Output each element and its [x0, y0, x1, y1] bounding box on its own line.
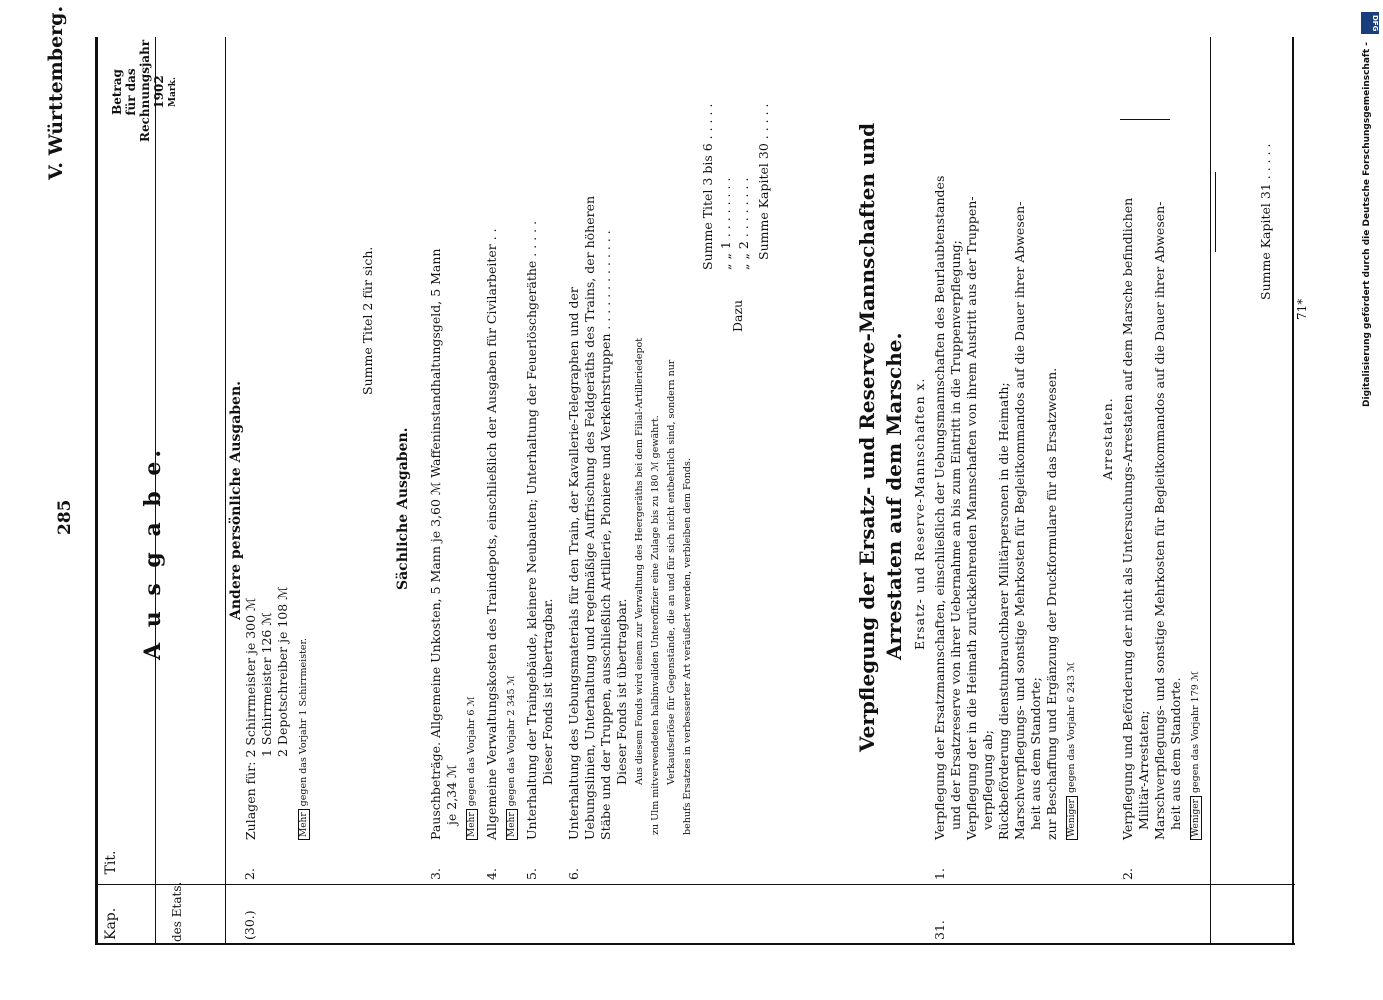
sum-line: Summe Kapitel 30 . . . . .	[756, 103, 771, 260]
text-line: Marschverpflegungs- und sonstige Mehrkosten für Begleitkommandos auf die Dauer ihrer Abwesen-	[1012, 201, 1027, 840]
digitization-sidebar	[1361, 12, 1379, 988]
sum-line: „ „ 2 . . . . . . . .	[736, 177, 751, 270]
text-line: Militär-Arrestaten;	[1136, 710, 1151, 830]
text-line: Verpflegung der Ersatzmannschaften, einschließlich der Uebungsmannschaften des Beurlaubtenstandes	[932, 175, 947, 840]
chapter-heading: Arrestaten auf dem Marsche.	[882, 332, 906, 660]
mehr-box: Mehr	[466, 809, 478, 840]
state-header: V. Württemberg.	[45, 5, 67, 180]
note-line: Mehr gegen das Vorjahr 2 345 ℳ	[504, 675, 520, 840]
dazu-label: Dazu	[730, 299, 745, 332]
text-line: Dieser Fonds ist übertragbar.	[540, 598, 555, 785]
section-title: A u s g a b e.	[140, 445, 166, 660]
text-line: je 2,34 ℳ	[444, 764, 459, 825]
tit-number: 1.	[932, 868, 947, 880]
bracket-rule	[1120, 119, 1170, 120]
tit-number: 6.	[566, 868, 581, 880]
table-top-rule	[95, 37, 98, 945]
header-des-etats: des Etats.	[170, 881, 184, 942]
sum-line: „ „ 1 . . . . . . . .	[718, 177, 733, 270]
weniger-box: Weniger	[1190, 796, 1202, 840]
weniger-box: Weniger	[1066, 796, 1078, 840]
text-line: Uebungslinien, Unterhaltung und regelmäßige Auffrischung des Feldgeräths des Trains, der höheren	[582, 195, 597, 840]
tit-column-rule	[225, 37, 226, 945]
subheading-saechliche: Sächliche Ausgaben.	[395, 427, 411, 590]
chapter-heading: Verpflegung der Ersatz- und Reserve-Mannschaften und	[855, 122, 879, 752]
text-line: heit aus dem Standorte;	[1028, 677, 1043, 830]
text-line: Dieser Fonds ist übertragbar.	[614, 598, 629, 785]
text-line: Aus diesem Fonds wird einem zur Verwaltung des Heergeräths bei dem Filial-Artilleriedepot	[634, 337, 645, 785]
footnote-mark: 71*	[1295, 298, 1309, 320]
subheading-arrestaten: Arrestaten.	[1100, 397, 1115, 480]
text-line: Rückbeförderung dienstunbrauchbarer Militärpersonen in die Heimath;	[996, 382, 1011, 840]
text-line: Verkaufserlöse für Gegenstände, die an und für sich nicht entbehrlich sind, sondern nur	[666, 359, 677, 785]
mehr-box: Mehr	[298, 809, 310, 840]
mehr-box: Mehr	[506, 809, 518, 840]
kap-number: (30.)	[242, 910, 257, 940]
text-line: Zulagen für: 2 Schirrmeister je 300 ℳ	[243, 597, 258, 840]
note-line: Weniger gegen das Vorjahr 6 243 ℳ	[1064, 662, 1080, 840]
digitization-note: Digitalisierung gefördert durch die Deutsche Forschungsgemeinschaft -	[1362, 42, 1372, 407]
left-rule	[95, 943, 1295, 945]
text-line: 1 Schirrmeister 126 ℳ	[259, 612, 274, 757]
text-line: Marschverpflegungs- und sonstige Mehrkosten für Begleitkommandos auf die Dauer ihrer Abwesen-	[1152, 201, 1167, 840]
sum-line: Summe Kapitel 31 . . . . .	[1258, 143, 1273, 300]
tit-number: 4.	[484, 868, 499, 880]
kap-number: 31.	[932, 920, 947, 940]
right-frame-rule	[1292, 37, 1294, 945]
sum-line: Summe Titel 2 für sich.	[360, 246, 375, 395]
text-line: 2 Depotschreiber je 108 ℳ	[275, 586, 290, 757]
sum-rule	[1215, 172, 1216, 252]
text-line: zu Ulm mitverwendeten halbinvaliden Unteroffizier eine Zulage bis zu 180 ℳ gewährt.	[650, 415, 661, 835]
subheading-andere: Andere persönliche Ausgaben.	[228, 380, 244, 620]
text-line: Allgemeine Verwaltungskosten des Traindepots, einschließlich der Ausgaben für Civilarbeiter . .	[484, 228, 499, 840]
sum-line: Summe Titel 3 bis 6 . . . . .	[700, 103, 715, 270]
note-line: Mehr gegen das Vorjahr 1 Schirrmeister.	[296, 638, 312, 840]
amount-column-rule	[1210, 37, 1211, 945]
tit-number: 3.	[428, 868, 443, 880]
note-line: Weniger gegen das Vorjahr 179 ℳ	[1188, 671, 1204, 840]
kap-column-rule	[95, 884, 1295, 885]
header-tit: Tit.	[103, 850, 119, 875]
text-line: Pauschbeträge. Allgemeine Unkosten, 5 Mann je 3,60 ℳ Waffeninstandhaltungsgeld, 5 Mann	[428, 248, 443, 840]
text-line: Unterhaltung der Traingebäude, kleinere Neubauten; Unterhaltung der Feuerlöschgeräthe . . . . .	[524, 220, 539, 840]
dfg-logo: DFG	[1361, 12, 1379, 34]
tit-number: 5.	[524, 868, 539, 880]
note-line: Mehr gegen das Vorjahr 6 ℳ	[464, 696, 480, 840]
page-number: 285	[55, 499, 75, 535]
text-line: zur Beschaffung und Ergänzung der Druckformulare für das Ersatzwesen.	[1044, 367, 1059, 840]
text-line: Verpflegung und Beförderung der nicht als Untersuchungs-Arrestaten auf dem Marsche befindlichen	[1120, 197, 1135, 840]
text-line: und der Ersatzreserve von ihrer Uebernahme an bis zum Eintritt in die Truppenverpflegung;	[948, 240, 963, 830]
tit-number: 2.	[1120, 868, 1135, 880]
text-line: verpflegung ab;	[980, 730, 995, 830]
text-line: heit aus dem Standorte.	[1168, 677, 1183, 830]
text-line: Unterhaltung des Uebungsmaterials für den Train, der Kavallerie-Telegraphen und der	[566, 287, 581, 840]
header-kap: Kap.	[103, 907, 119, 940]
text-line: Verpflegung der in die Heimath zurückkehrenden Mannschaften von ihrem Austritt aus der Truppen-	[964, 196, 979, 840]
tit-number: 2.	[242, 868, 257, 880]
text-line: Stäbe und der Truppen, ausschließlich Artillerie, Pioniere und Verkehrstruppen . . . . . . . . . . . . .	[598, 230, 613, 840]
subheading-ersatz: Ersatz- und Reserve-Mannschaften x.	[912, 377, 927, 650]
text-line: behufs Ersatzes in verbesserter Art veräußert werden, verbleiben dem Fonds.	[682, 458, 693, 835]
header-amount: Betrag für das Rechnungsjahr 1902 Mark.	[110, 39, 178, 142]
